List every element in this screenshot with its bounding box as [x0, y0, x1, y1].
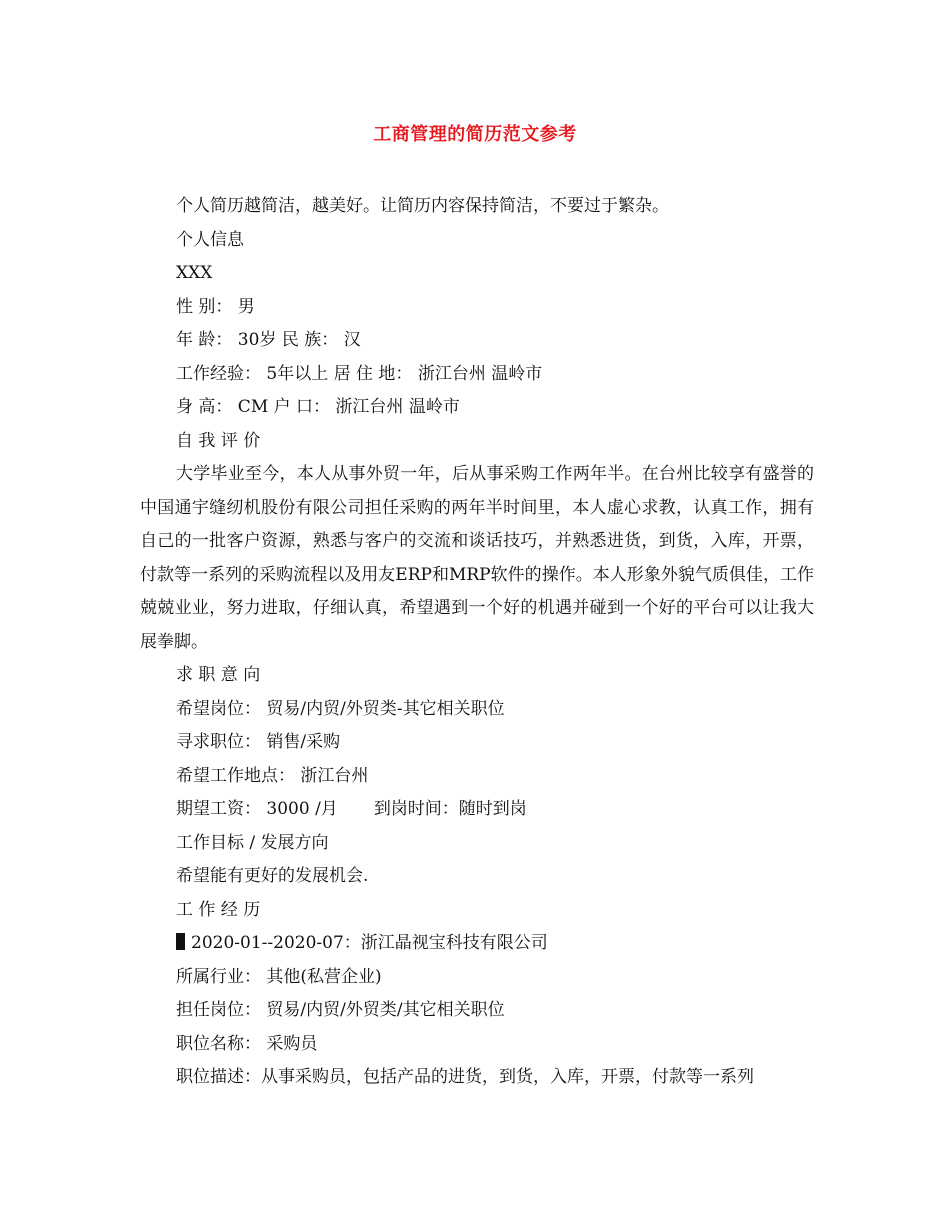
- industry-line: 所属行业： 其他(私营企业): [176, 966, 382, 987]
- desired-location-line: 希望工作地点： 浙江台州: [176, 765, 369, 786]
- job-intent-heading: 求 职 意 向: [176, 665, 261, 685]
- job-description-line: 职位描述：从事采购员，包括产品的进货，到货，入库，开票，付款等一系列: [176, 1067, 754, 1087]
- experience-residence-line: 工作经验： 5年以上 居 住 地： 浙江台州 温岭市: [176, 363, 543, 384]
- self-evaluation-heading: 自 我 评 价: [176, 430, 261, 451]
- desired-position-line: 希望岗位： 贸易/内贸/外贸类-其它相关职位: [176, 698, 505, 719]
- document-body: [140, 190, 814, 1095]
- gender-line: 性 别： 男: [176, 296, 255, 317]
- salary-start-line: [140, 793, 814, 827]
- height-hukou-line: 身 高： CM 户 口： 浙江台州 温岭市: [176, 397, 460, 417]
- personal-info-heading: 个人信息: [176, 229, 244, 250]
- post-line: 担任岗位： 贸易/内贸/外贸类/其它相关职位: [176, 1000, 505, 1020]
- expected-salary: 期望工资： 3000 /月: [176, 799, 338, 819]
- self-evaluation-text: 大学毕业至今，本人从事外贸一年，后从事采购工作两年半。在台州比较享有盛誉的中国通宇缝纫机股份有限公司担任采购的两年半时间里，本人虚心求教，认真工作，拥有自己的一批客户资源，熟悉与客户的交流和谈话技巧，并熟悉进货，到货，入库，开票，付款等一系列的采购流程以及用友ERP和MRP软件的操作。本人形象外貌气质俱佳，工作兢兢业业，努力进取，仔细认真，希望遇到一个好的机遇并碰到一个好的平台可以让我大展拳脚。: [140, 464, 814, 652]
- work-period-company: 2020-01--2020-07：浙江晶视宝科技有限公司: [191, 933, 548, 953]
- job-title-line: 职位名称： 采购员: [176, 1033, 318, 1054]
- document-title: 工商管理的简历范文参考: [373, 124, 577, 145]
- work-entry-header: [140, 927, 814, 961]
- bullet-block-icon: [176, 933, 185, 950]
- seeking-position-line: 寻求职位： 销售/采购: [176, 732, 341, 752]
- candidate-name: XXX: [176, 263, 213, 283]
- work-history-heading: 工 作 经 历: [176, 899, 261, 920]
- start-time: 到岗时间：随时到岗: [373, 799, 527, 819]
- career-goal-heading: 工作目标 / 发展方向: [176, 832, 329, 853]
- age-ethnicity-line: 年 龄： 30岁 民 族： 汉: [176, 330, 361, 350]
- intro-text: 个人简历越简洁，越美好。让简历内容保持简洁，不要过于繁杂。: [176, 196, 669, 216]
- career-goal-text: 希望能有更好的发展机会.: [176, 866, 369, 886]
